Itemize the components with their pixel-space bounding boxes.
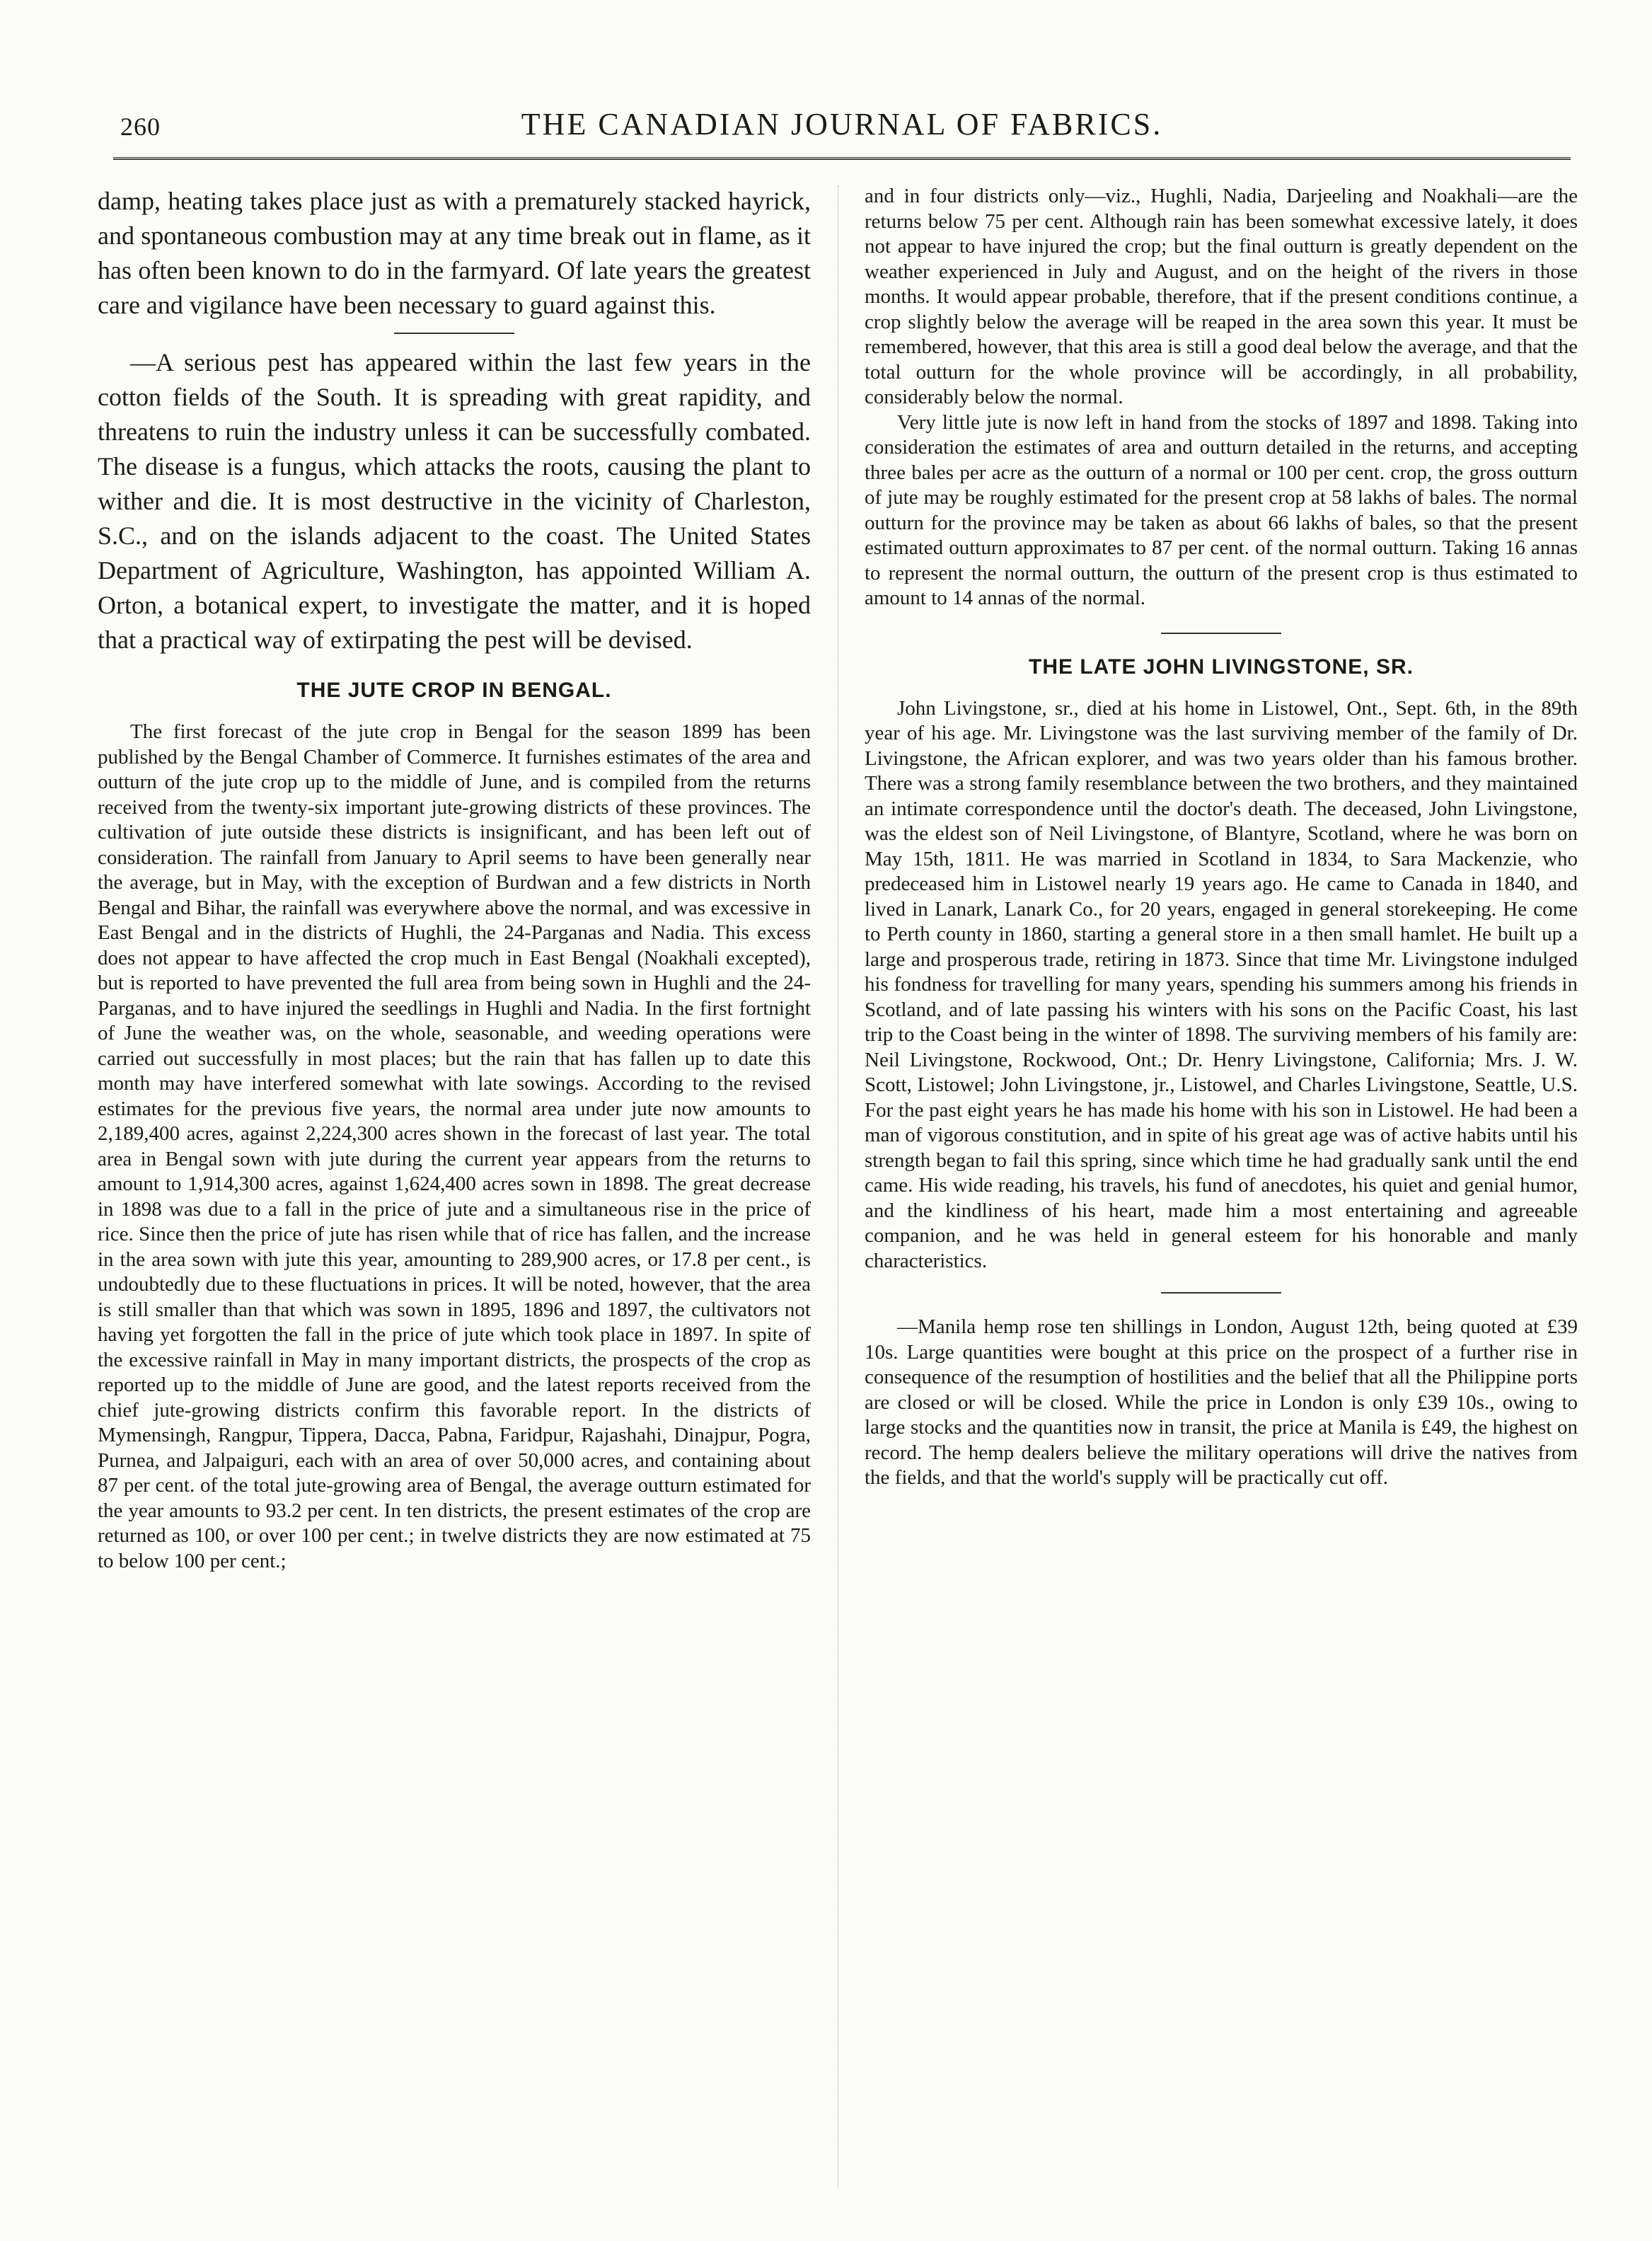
fire-paragraph: damp, heating takes place just as with a prematurely stacked hayrick, and spontaneous combustion may at any time break out in flame, as it has often been known to do in the farmyard. Of late years the greatest care and vigilance have been necessary to guard against this. <box>98 187 811 319</box>
jute-crop-paragraph: The first forecast of the jute crop in Bengal for the season 1899 has been published by the Bengal Chamber of Commerce. It furnishes estimates of the area and outturn of the jute crop up to the middle of June, and is compiled from the returns received from the twenty-six important jute-growing districts of these provinces. The cultivation of jute outside these districts is insignificant, and has been left out of consideration. The rainfall from January to April seems to have been generally near the average, but in May, with the exception of Burdwan and a few districts in North Bengal and Bihar, the rainfall was everywhere above the normal, and was excessive in East Bengal and in the districts of Hughli, the 24-Parganas and Nadia. This excess does not appear to have affected the crop much in East Bengal (Noakhali excepted), but is reported to have prevented the full area from being sown in Hughli and the 24-Parganas, and to have injured the seedlings in Hughli and Nadia. In the first fortnight of June the weather was, on the whole, seasonable, and weeding operations were carried out successfully in most places; but the rain that has fallen up to date this month may have interfered somewhat with late sowings. According to the revised estimates for the previous five years, the normal area under jute now amounts to 2,189,400 acres, against 2,224,300 acres shown in the forecast of last year. The total area in Bengal sown with jute during the current year appears from the returns to amount to 1,914,300 acres, against 1,624,400 acres sown in 1898. The great decrease in 1898 was due to a fall in the price of jute and a simultaneous rise in the price of rice. Since then the price of jute has risen while that of rice has fallen, and the increase in the area sown with jute this year, amounting to 289,900 acres, or 17.8 per cent., is undoubtedly due to these fluctuations in prices. It will be noted, however, that the area is still smaller than that which was sown in 1895, 1896 and 1897, the cultivators not having yet forgotten the fall in the price of jute which took place in 1897. In spite of the excessive rainfall in May in many important districts, the prospects of the crop as reported up to the middle of June are good, and the latest reports received from the chief jute-growing districts confirm this favorable report. In the districts of Mymensingh, Rangpur, Tippera, Dacca, Pabna, Faridpur, Rajashahi, Dinajpur, Pogra, Purnea, and Jalpaiguri, each with an area of over 50,000 acres, and containing about 87 per cent. of the total jute-growing area of Bengal, the average outturn estimated for the year amounts to 93.2 per cent. In ten districts, the present estimates of the crop are returned as 100, or over 100 per cent.; in twelve districts they are now estimated at 75 to below 100 per cent.; <box>98 720 811 1572</box>
livingstone-obituary-paragraph: John Livingstone, sr., died at his home in Listowel, Ont., Sept. 6th, in the 89th year of his age. Mr. Livingstone was the last surviving member of the family of Dr. Livingstone, the African explorer, and was two years older than his famous brother. There was a strong family resemblance between the two brothers, and they maintained an intimate correspondence until the doctor's death. The deceased, John Livingstone, was the eldest son of Neil Livingstone, of Blantyre, Scotland, where he was born on May 15th, 1811. He was married in Scotland in 1834, to Sara Mackenzie, who predeceased him in Listowel nearly 19 years ago. He came to Canada in 1840, and lived in Lanark, Lanark Co., for 20 years, engaged in general storekeeping. He come to Perth county in 1860, starting a general store in a then small hamlet. He built up a large and prosperous trade, retiring in 1873. Since that time Mr. Livingstone indulged his fondness for travelling for many years, spending his summers among his friends in Scotland, and of late passing his winters with his sons on the Pacific Coast, his last trip to the Coast being in the winter of 1898. The surviving members of his family are: Neil Livingstone, Rockwood, Ont.; Dr. Henry Livingstone, California; Mrs. J. W. Scott, Listowel; John Livingstone, jr., Listowel, and Charles Livingstone, Seattle, U.S. For the past eight years he has made his home with his son in Listowel. He had been a man of vigorous constitution, and in spite of his great age was of active habits until his strength began to fail this spring, since which time he had gradually sank until the end came. His wide reading, his travels, his fund of anecdotes, his quiet and genial humor, and the kindliness of his heart, made him a most entertaining and agreeable companion, and he was held in general esteem for his honorable and manly characteristics. <box>865 696 1578 1272</box>
livingstone-heading: THE LATE JOHN LIVINGSTONE, SR. <box>1029 655 1414 679</box>
journal-title: THE CANADIAN JOURNAL OF FABRICS. <box>521 107 1163 142</box>
header-rule <box>113 157 1571 160</box>
jute-crop-continued-paragraph: and in four districts only—viz., Hughli, Nadia, Darjeeling and Noakhali—are the returns below 75 per cent. Although rain has been somewhat excessive lately, it does not appear to have injured the crop; but the final outturn is greatly dependent on the weather experienced in July and August, and on the height of the rivers in those months. It would appear probable, therefore, that if the present conditions continue, a crop slightly below the average will be reaped in the area sown this year. It must be remembered, however, that this area is still a good deal below the average, and that the total outturn for the whole province will be accordingly, in all probability, considerably below the normal. <box>865 185 1578 408</box>
jute-stocks-paragraph: Very little jute is now left in hand from the stocks of 1897 and 1898. Taking into consideration the estimates of area and outturn detailed in the returns, and accepting three bales per acre as the outturn of a normal or 100 per cent. crop, the gross outturn of jute may be roughly estimated for the present crop at 58 lakhs of bales. The normal outturn for the province may be taken as about 66 lakhs of bales, so that the present estimated outturn approximates to 87 per cent. of the normal outturn. Taking 16 annas to represent the normal outturn, the outturn of the present crop is thus estimated to amount to 14 annas of the normal. <box>865 410 1578 609</box>
section-rule <box>1161 633 1281 634</box>
jute-crop-heading: THE JUTE CROP IN BENGAL. <box>296 679 612 702</box>
page-number: 260 <box>120 113 161 141</box>
right-column <box>865 184 1578 1491</box>
manila-hemp-paragraph: —Manila hemp rose ten shillings in London, August 12th, being quoted at £39 10s. Large quantities were bought at this price on the prospect of a further rise in consequence of the resumption of hostilities and the belief that all the Philippine ports are closed or will be closed. While the price in London is only £39 10s., owing to large stocks and the quantities now in transit, the price at Manila is £49, the highest on record. The hemp dealers believe the military operations will drive the natives from the fields, and that the world's supply will be practically cut off. <box>865 1315 1578 1489</box>
left-column <box>98 184 811 1574</box>
section-rule <box>394 333 514 334</box>
cotton-pest-paragraph: —A serious pest has appeared within the last few years in the cotton fields of the South. It is spreading with great rapidity, and threatens to ruin the industry unless it can be successfully combated. The disease is a fungus, which attacks the roots, causing the plant to wither and die. It is most destructive in the vicinity of Charleston, S.C., and on the islands adjacent to the coast. The United States Department of Agriculture, Washington, has appointed William A. Orton, a botanical expert, to investigate the matter, and it is hoped that a practical way of extirpating the pest will be devised. <box>98 348 811 654</box>
page-header <box>113 106 1571 149</box>
section-rule <box>1161 1292 1281 1294</box>
